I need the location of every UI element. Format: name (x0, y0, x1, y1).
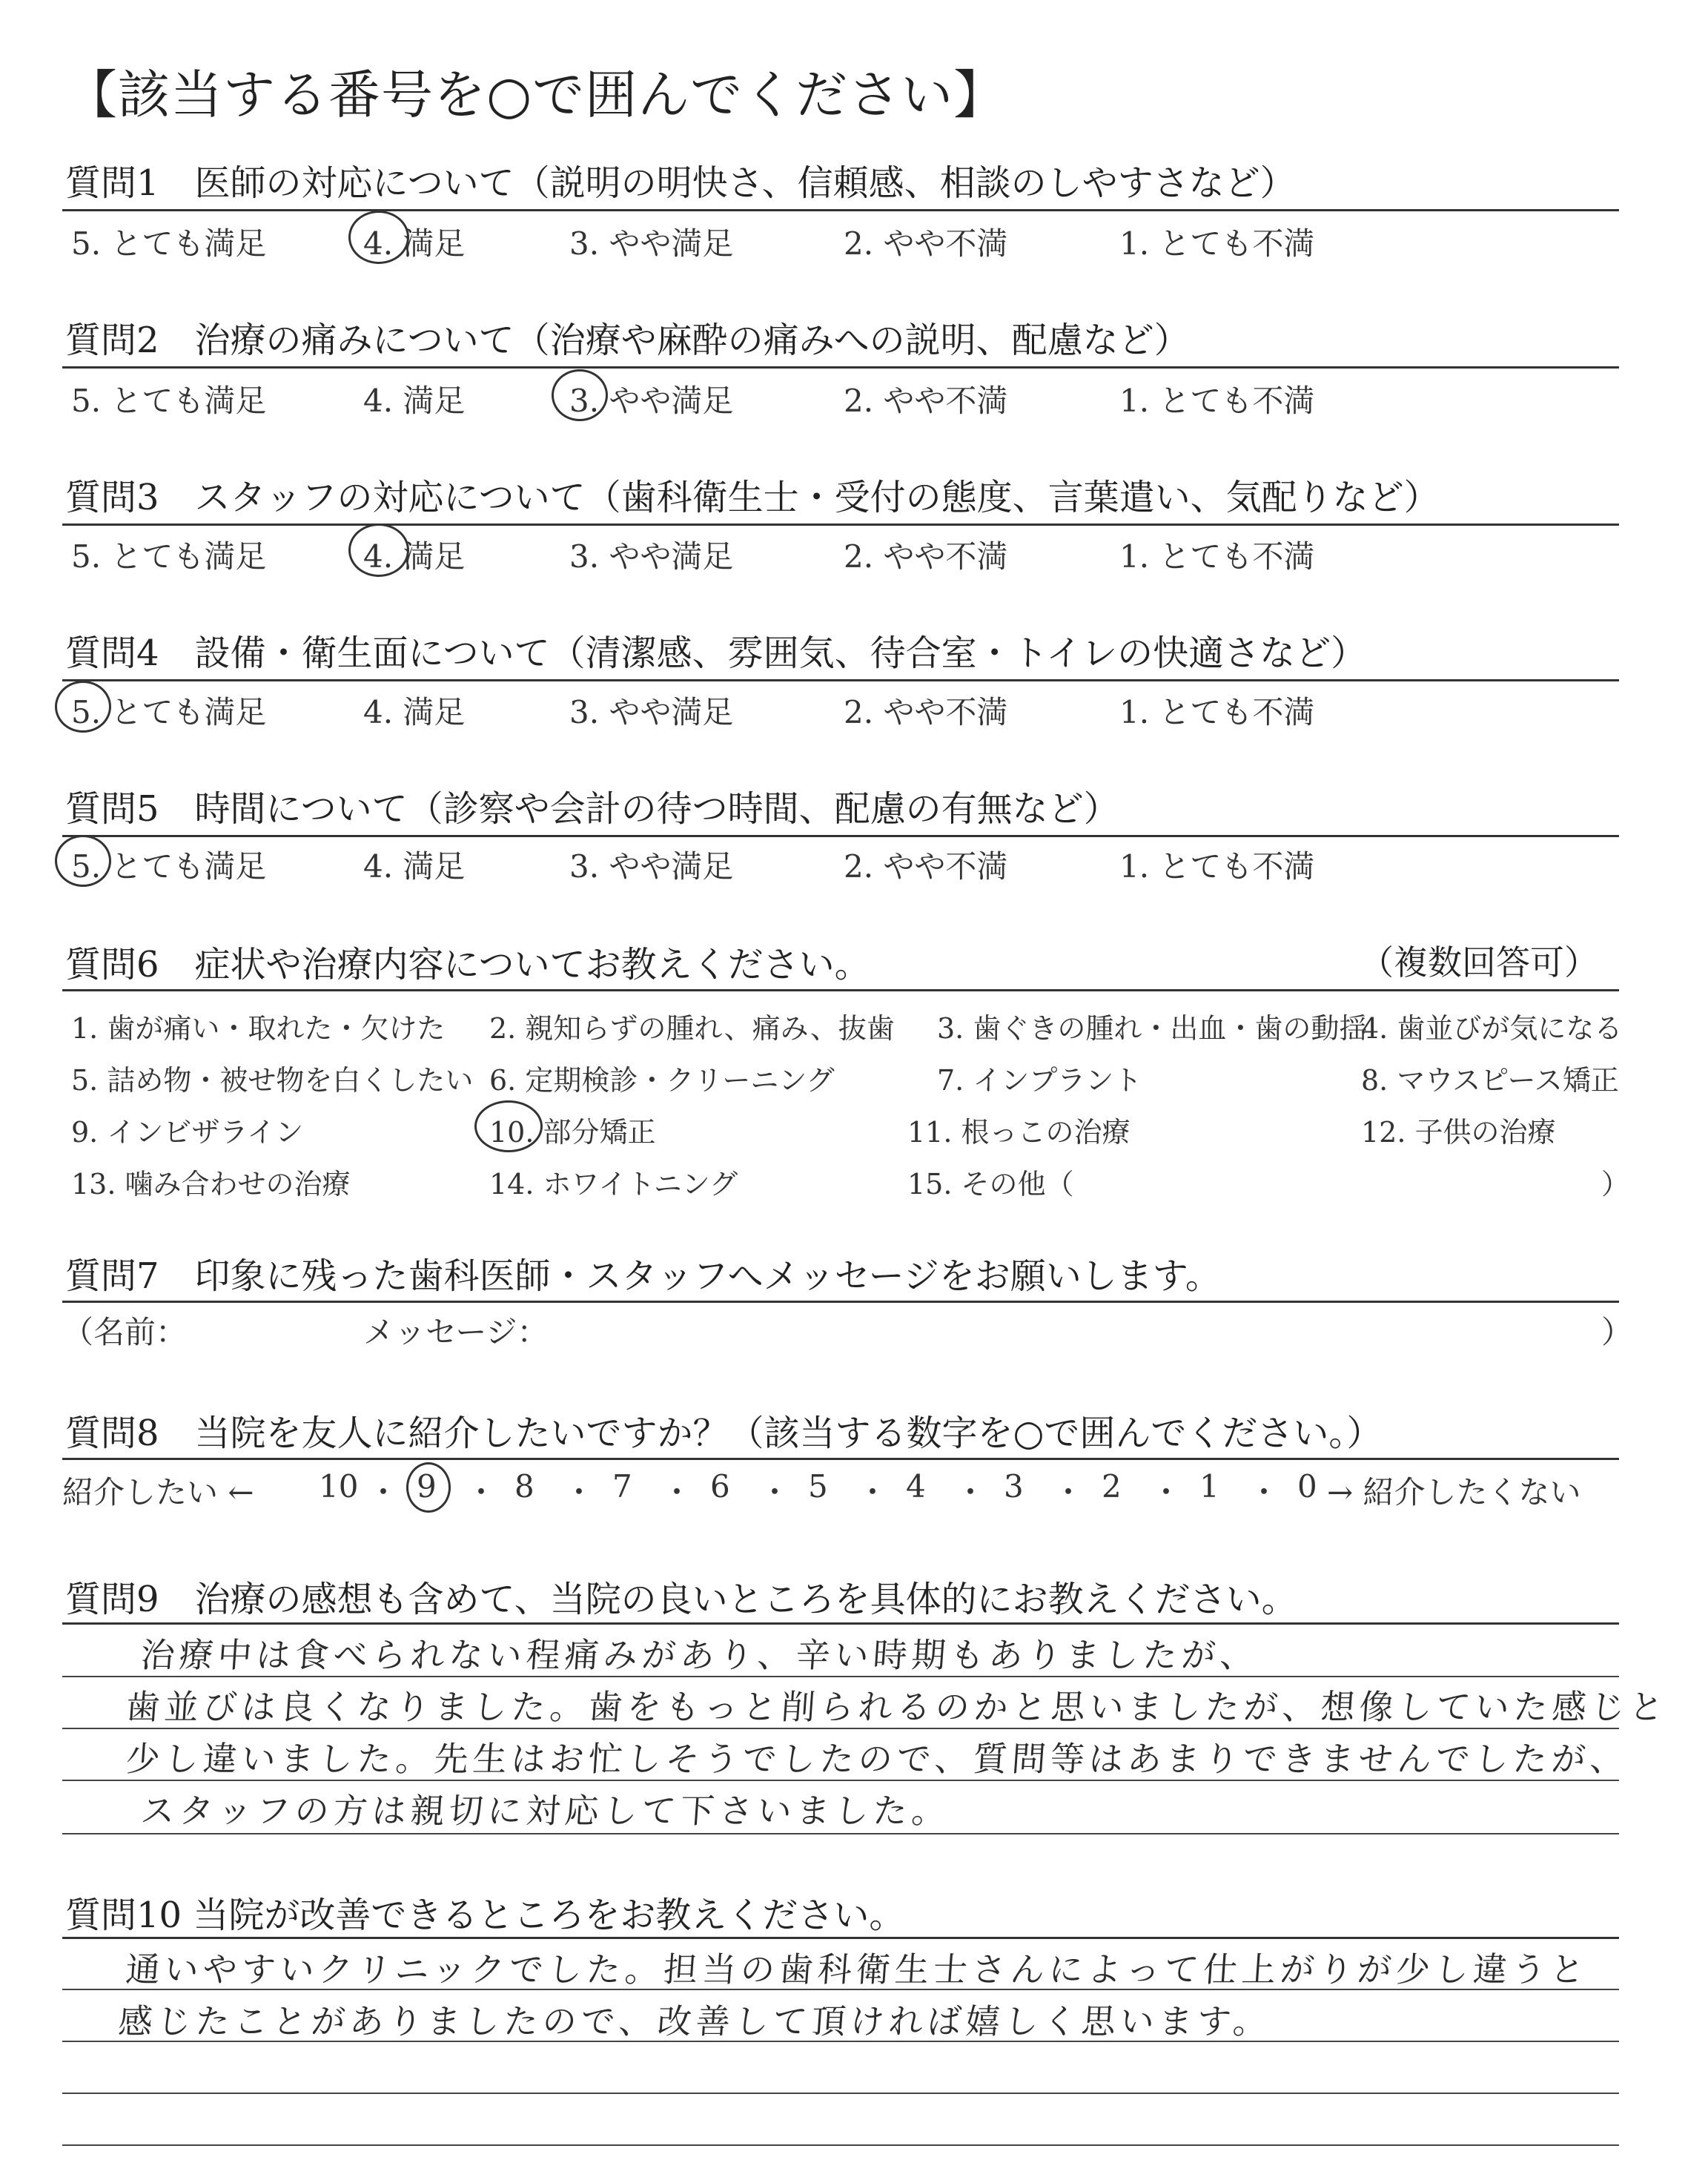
q6-item-4[interactable]: 4. 歯並びが気になる (1361, 1012, 1623, 1045)
scale-separator: ・ (563, 1474, 595, 1510)
scale-value-8[interactable]: 8 (514, 1468, 534, 1505)
q5-option-2[interactable]: 2. やや不満 (844, 848, 1008, 885)
q1-option-3[interactable]: 3. やや満足 (569, 225, 734, 262)
q4-option-3[interactable]: 3. やや満足 (569, 694, 734, 730)
answer-line (62, 2144, 1619, 2146)
scale-value-4[interactable]: 4 (906, 1468, 926, 1505)
answer-line (62, 1833, 1619, 1834)
scale-separator: ・ (857, 1474, 889, 1510)
q1-option-2[interactable]: 2. やや不満 (844, 225, 1008, 262)
q6-item-13[interactable]: 13. 噛み合わせの治療 (71, 1168, 351, 1200)
q3-option-5[interactable]: 5. とても満足 (71, 538, 267, 575)
divider (62, 524, 1619, 526)
q2-option-1[interactable]: 1. とても不満 (1119, 383, 1315, 419)
name-label: （名前： (62, 1314, 188, 1350)
message-label[interactable]: メッセージ： (363, 1314, 549, 1350)
scale-value-7[interactable]: 7 (612, 1468, 632, 1505)
scale-separator: ・ (466, 1474, 497, 1510)
q5-option-1[interactable]: 1. とても不満 (1119, 848, 1315, 885)
scale-separator: ・ (368, 1474, 400, 1510)
divider (62, 835, 1619, 837)
q6-other-close: ） (1601, 1168, 1630, 1200)
multiple-answers-note: （複数回答可） (1360, 942, 1598, 982)
q10-answer-line-2: 感じたことがありましたので、改善して頂ければ嬉しく思います。 (116, 2001, 1274, 2041)
question-5-title: 質問5 時間について（診察や会計の待つ時間、配慮の有無など） (65, 788, 1119, 830)
q6-item-8[interactable]: 8. マウスピース矯正 (1361, 1064, 1619, 1097)
q6-item-14[interactable]: 14. ホワイトニング (489, 1168, 738, 1200)
q6-item-6[interactable]: 6. 定期検診・クリーニング (489, 1064, 835, 1097)
q6-item-5[interactable]: 5. 詰め物・被せ物を白くしたい (71, 1064, 474, 1097)
scale-separator: ・ (759, 1474, 791, 1510)
q3-option-2[interactable]: 2. やや不満 (844, 538, 1008, 575)
answer-line (62, 2093, 1619, 2094)
divider (62, 679, 1619, 681)
q6-item-2[interactable]: 2. 親知らずの腫れ、痛み、抜歯 (489, 1012, 895, 1045)
message-close: ） (1601, 1314, 1633, 1350)
q6-item-1[interactable]: 1. 歯が痛い・取れた・欠けた (71, 1012, 446, 1045)
recommend-right-label: → 紹介したくない (1327, 1474, 1581, 1510)
q9-answer-line-2: 歯並びは良くなりました。歯をもっと削られるのかと思いましたが、想像していた感じと (124, 1687, 1669, 1727)
divider (62, 1622, 1619, 1625)
divider (62, 989, 1619, 991)
question-6-title: 質問6 症状や治療内容についてお教えください。 (65, 944, 870, 985)
q6-item-10[interactable]: 10. 部分矯正 (489, 1116, 656, 1149)
scale-value-1[interactable]: 1 (1199, 1468, 1219, 1505)
scale-value-2[interactable]: 2 (1102, 1468, 1122, 1505)
q6-item-15[interactable]: 15. その他（ (907, 1168, 1074, 1200)
q9-answer-line-3: 少し違いました。先生はお忙しそうでしたので、質問等はあまりできませんでしたが、 (124, 1739, 1630, 1779)
q1-option-1[interactable]: 1. とても不満 (1119, 225, 1315, 262)
recommend-left-label: 紹介したい ← (62, 1474, 254, 1510)
divider (62, 366, 1619, 369)
question-8-title: 質問8 当院を友人に紹介したいですか？（該当する数字を○で囲んでください。） (65, 1413, 1383, 1454)
q3-option-3[interactable]: 3. やや満足 (569, 538, 734, 575)
q5-option-5[interactable]: 5. とても満足 (71, 848, 267, 885)
q4-option-4[interactable]: 4. 満足 (363, 694, 466, 730)
q2-option-4[interactable]: 4. 満足 (363, 383, 466, 419)
scale-separator: ・ (1151, 1474, 1182, 1510)
divider (62, 209, 1619, 211)
q6-item-7[interactable]: 7. インプラント (937, 1064, 1142, 1097)
q5-option-4[interactable]: 4. 満足 (363, 848, 466, 885)
q3-option-1[interactable]: 1. とても不満 (1119, 538, 1315, 575)
q6-item-3[interactable]: 3. 歯ぐきの腫れ・出血・歯の動揺 (937, 1012, 1368, 1045)
question-2-title: 質問2 治療の痛みについて（治療や麻酔の痛みへの説明、配慮など） (65, 320, 1190, 361)
form-header: 【該当する番号を○で囲んでください】 (65, 65, 1007, 125)
scale-separator: ・ (661, 1474, 693, 1510)
scale-value-9[interactable]: 9 (417, 1468, 437, 1505)
scale-value-5[interactable]: 5 (808, 1468, 828, 1505)
q6-item-12[interactable]: 12. 子供の治療 (1361, 1116, 1556, 1149)
q5-option-3[interactable]: 3. やや満足 (569, 848, 734, 885)
question-4-title: 質問4 設備・衛生面について（清潔感、雰囲気、待合室・トイレの快適さなど） (65, 633, 1367, 674)
q9-answer-line-4: スタッフの方は親切に対応して下さいました。 (139, 1791, 952, 1831)
scale-value-6[interactable]: 6 (710, 1468, 730, 1505)
question-1-title: 質問1 医師の対応について（説明の明快さ、信頼感、相談のしやすさなど） (65, 162, 1296, 204)
question-3-title: 質問3 スタッフの対応について（歯科衛生士・受付の態度、言葉遣い、気配りなど） (65, 477, 1440, 518)
q9-answer-line-1: 治療中は食べられない程痛みがあり、辛い時期もありましたが、 (139, 1635, 1260, 1675)
q1-option-5[interactable]: 5. とても満足 (71, 225, 267, 262)
q2-option-5[interactable]: 5. とても満足 (71, 383, 267, 419)
q6-item-9[interactable]: 9. インビザライン (71, 1116, 304, 1149)
divider (62, 1458, 1619, 1460)
divider (62, 1937, 1619, 1939)
scale-separator: ・ (955, 1474, 987, 1510)
scale-value-3[interactable]: 3 (1004, 1468, 1024, 1505)
scale-value-10[interactable]: 10 (319, 1468, 359, 1505)
question-7-title: 質問7 印象に残った歯科医師・スタッフへメッセージをお願いします。 (65, 1255, 1221, 1297)
scale-separator: ・ (1053, 1474, 1085, 1510)
q4-option-2[interactable]: 2. やや不満 (844, 694, 1008, 730)
scale-separator: ・ (1248, 1474, 1280, 1510)
scale-value-0[interactable]: 0 (1297, 1468, 1317, 1505)
question-10-title: 質問10 当院が改善できるところをお教えください。 (65, 1895, 905, 1936)
q2-option-3[interactable]: 3. やや満足 (569, 383, 734, 419)
divider (62, 1301, 1619, 1303)
q3-option-4[interactable]: 4. 満足 (363, 538, 466, 575)
q2-option-2[interactable]: 2. やや不満 (844, 383, 1008, 419)
q10-answer-line-1: 通いやすいクリニックでした。担当の歯科衛生士さんによって仕上がりが少し違うと (124, 1949, 1590, 1989)
q4-option-1[interactable]: 1. とても不満 (1119, 694, 1315, 730)
q1-option-4[interactable]: 4. 満足 (363, 225, 466, 262)
q6-item-11[interactable]: 11. 根っこの治療 (907, 1116, 1131, 1149)
question-9-title: 質問9 治療の感想も含めて、当院の良いところを具体的にお教えください。 (65, 1579, 1297, 1620)
q4-option-5[interactable]: 5. とても満足 (71, 694, 267, 730)
